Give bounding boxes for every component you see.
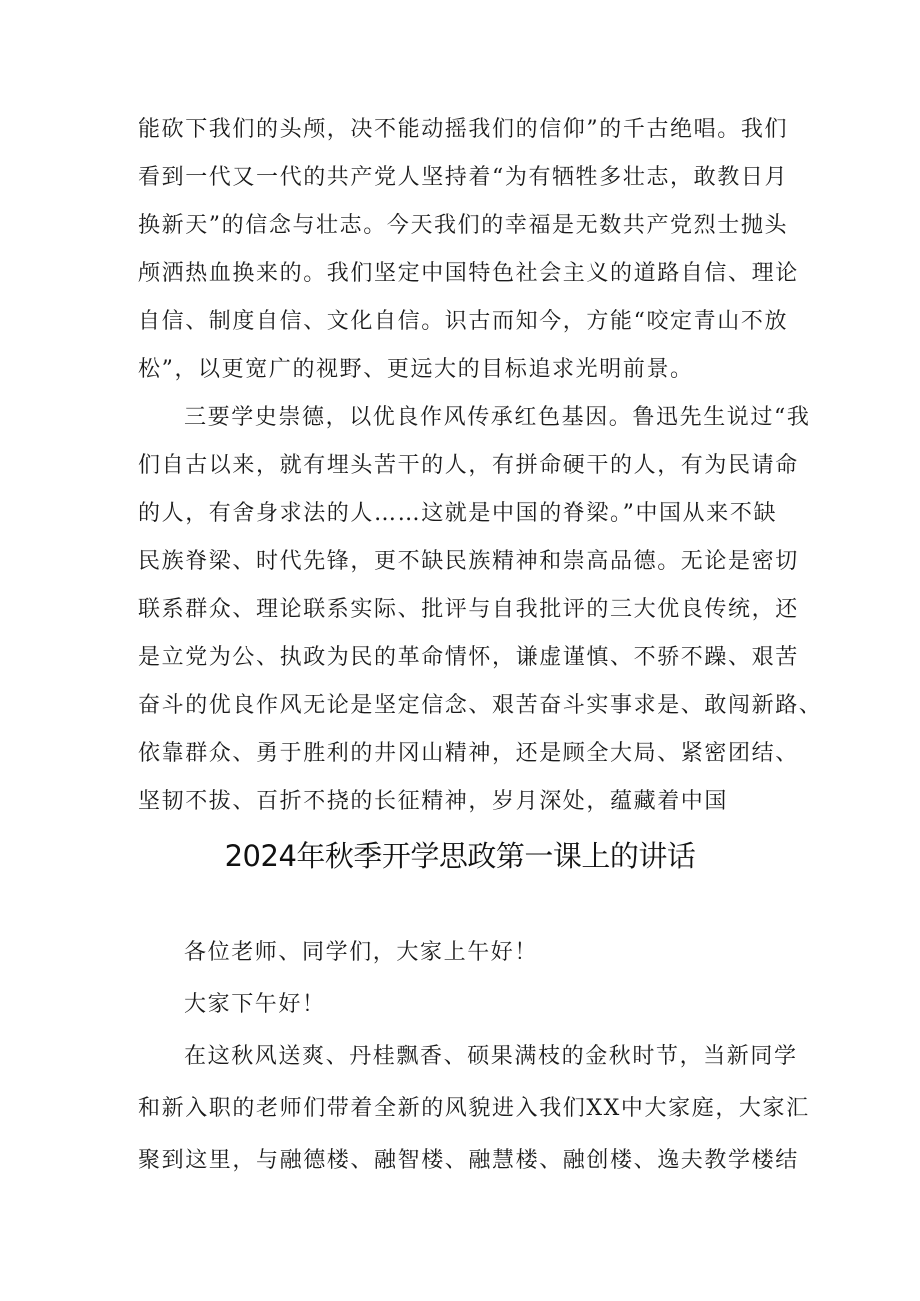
paragraph-line: 看到一代又一代的共产党人坚持着“为有牺牲多壮志，敢教日月 (138, 165, 789, 190)
paragraph-line: 坚韧不拔、百折不挠的长征精神，岁月深处，蕴藏着中国 (138, 789, 729, 814)
greeting-line: 各位老师、同学们，大家上午好！ (184, 940, 539, 965)
document-title: 2024年秋季开学思政第一课上的讲话 (224, 839, 696, 873)
paragraph-line: 自信、制度自信、文化自信。识古而知今，方能“咬定青山不放 (138, 309, 789, 334)
paragraph-line: 换新天”的信念与壮志。今天我们的幸福是无数共产党烈士抛头 (138, 213, 789, 238)
paragraph-line: 能砍下我们的头颅，决不能动摇我们的信仰”的千古绝唱。我们 (138, 117, 789, 142)
paragraph-line: 和新入职的老师们带着全新的风貌进入我们XX中大家庭，大家汇 (138, 1096, 810, 1121)
paragraph-line: 在这秋风送爽、丹桂飘香、硕果满枝的金秋时节，当新同学 (184, 1044, 798, 1069)
paragraph-line: 奋斗的优良作风无论是坚定信念、艰苦奋斗实事求是、敢闯新路、 (138, 693, 823, 718)
paragraph-line: 颅洒热血换来的。我们坚定中国特色社会主义的道路自信、理论 (138, 261, 799, 286)
previous-document-excerpt (138, 106, 823, 826)
paragraph-line: 三要学史崇德，以优良作风传承红色基因。鲁迅先生说过“我 (184, 405, 811, 430)
paragraph-line: 的人，有舍身求法的人……这就是中国的脊梁。”中国从来不缺 (138, 501, 778, 526)
greeting-line: 大家下午好！ (184, 992, 326, 1017)
paragraph-line: 民族脊梁、时代先锋，更不缺民族精神和崇高品德。无论是密切 (138, 549, 799, 574)
speech-opening (138, 927, 810, 1187)
paragraph-line: 聚到这里，与融德楼、融智楼、融慧楼、融创楼、逸夫教学楼结 (138, 1148, 799, 1173)
paragraph-line: 依靠群众、勇于胜利的井冈山精神，还是顾全大局、紧密团结、 (138, 741, 799, 766)
paragraph-line: 松”，以更宽广的视野、更远大的目标追求光明前景。 (138, 357, 694, 382)
paragraph-line: 联系群众、理论联系实际、批评与自我批评的三大优良传统，还 (138, 597, 799, 622)
paragraph-line: 是立党为公、执政为民的革命情怀，谦虚谨慎、不骄不躁、艰苦 (138, 645, 799, 670)
paragraph-line: 们自古以来，就有埋头苦干的人，有拼命硬干的人，有为民请命 (138, 453, 799, 478)
